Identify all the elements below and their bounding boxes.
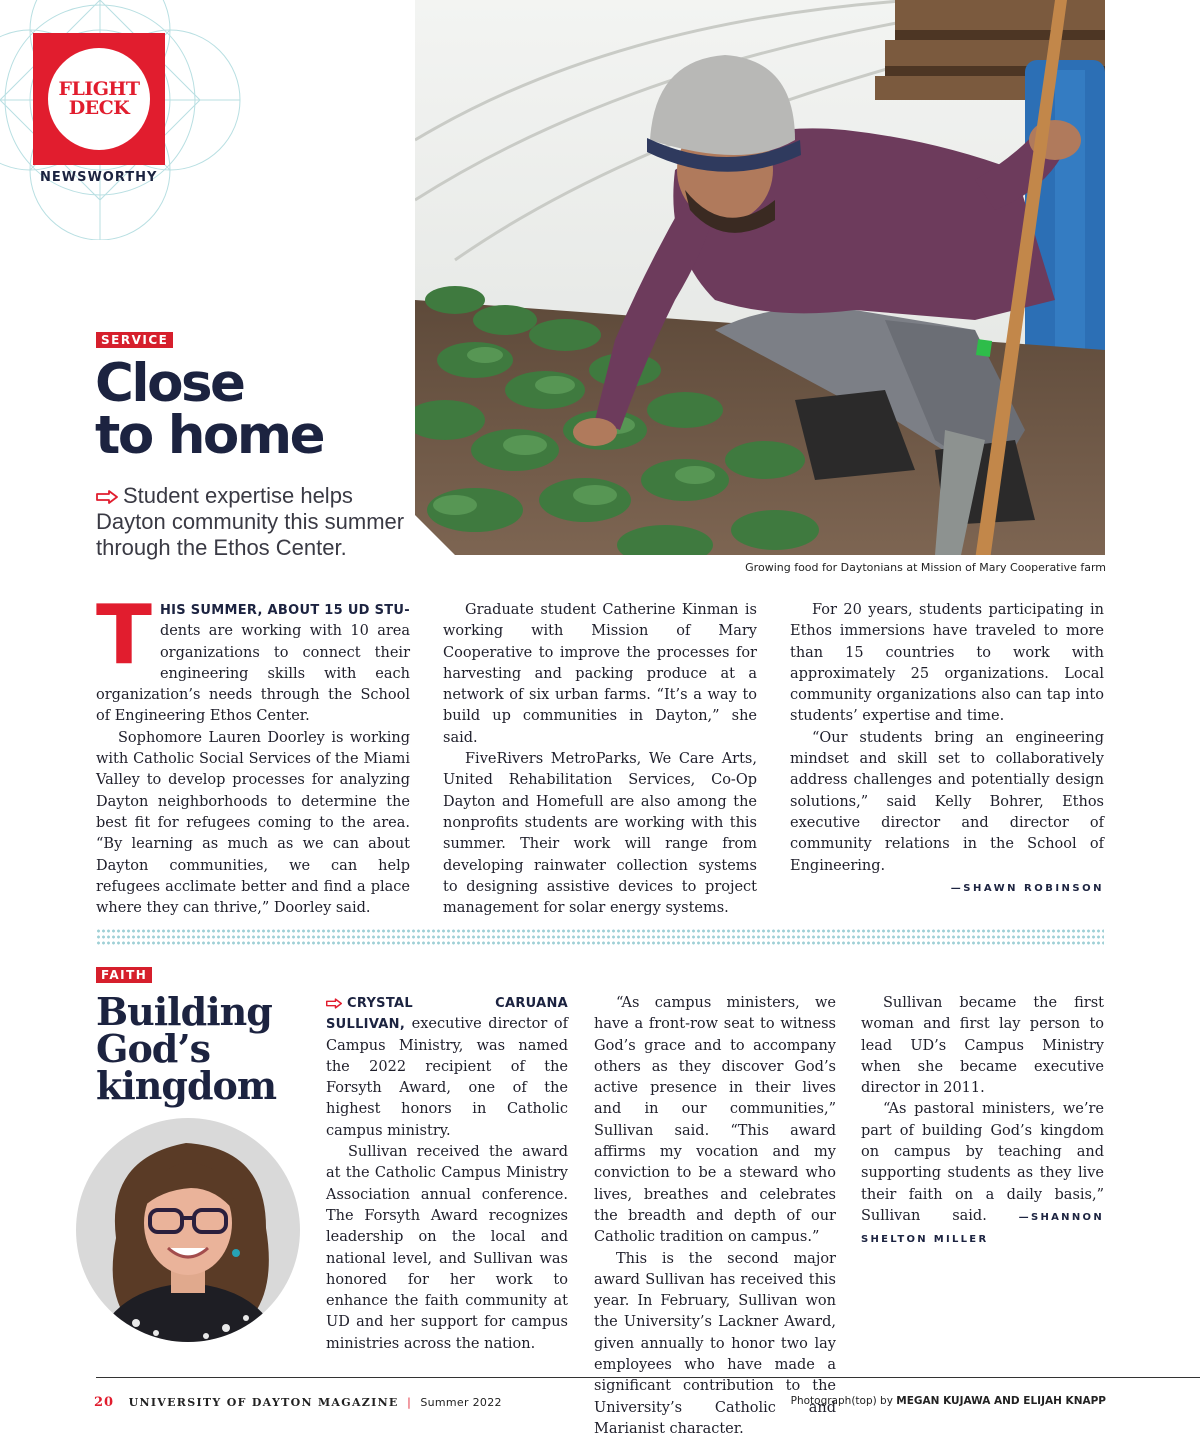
footer-rule <box>96 1377 1200 1378</box>
issue-date: Summer 2022 <box>420 1396 502 1409</box>
farm-photo-illustration <box>415 0 1105 555</box>
deck-text: Student expertise helps Dayton community this summer through the Ethos Center. <box>96 483 405 560</box>
story1-column-3 <box>790 600 1104 899</box>
drop-cap: T <box>96 588 152 683</box>
story2-column-1 <box>326 993 568 1355</box>
story-deck <box>96 483 406 561</box>
story1-column-1 <box>96 588 410 919</box>
lead-name: CRYSTAL CARUANA SULLIVAN, <box>326 996 568 1033</box>
headline-line-2: to home <box>95 405 324 466</box>
story1-paragraph-1 <box>96 588 410 728</box>
portrait-photo <box>76 1118 300 1342</box>
story1-column-2 <box>443 600 757 919</box>
photo-credit-names: MEGAN KUJAWA AND ELIJAH KNAPP <box>896 1395 1106 1407</box>
footer-folio <box>94 1395 502 1410</box>
story2-byline: —SHANNON SHELTON MILLER <box>861 1211 1104 1246</box>
story2-paragraph-2: Sullivan received the award at the Catholic Campus Ministry Association annual conference. The Forsyth Award recognizes leadership on the local and national level, and Sullivan was honored for her work to enhance the faith community at UD and her support for campus ministries across the nation. <box>326 1144 568 1352</box>
section-label: NEWSWORTHY <box>40 170 158 185</box>
headline2-line-1: Building <box>96 989 272 1034</box>
photo-caption: Growing food for Daytonians at Mission of Mary Cooperative farm <box>745 561 1106 574</box>
story2-paragraph-1 <box>326 993 568 1142</box>
story1-paragraph-2: Sophomore Lauren Doorley is working with Catholic Social Services of the Miami Valley to develop processes for analyzing Dayton neighborhoods to determine the best fit for refugees coming to the area. “By learning as much as we can about Dayton communities, we can help refugees acclimate better and find a place where they can thrive,” Doorley said. <box>96 729 410 917</box>
tag-service: SERVICE <box>96 332 173 348</box>
footer-separator: | <box>407 1396 412 1409</box>
paragraph-text: executive director of Campus Ministry, was named the 2022 recipient of the Forsyth Award, one of the highest honors in Catholic campus ministry. <box>326 1016 568 1139</box>
logo-word-deck: DECK <box>68 97 130 119</box>
story2-paragraph-4: This is the second major award Sullivan has received this year. In February, Sullivan won the University’s Lackner Award, given annually to honor two lay employees who have made a significant contribution to the University’s Catholic and Marianist character. <box>594 1250 836 1437</box>
story2-paragraph-6 <box>861 1099 1104 1250</box>
flight-deck-logo <box>33 33 165 165</box>
paragraph-text: “As pastoral ministers, we’re part of building God’s kingdom on campus by teaching and supporting students as they live their faith on a daily basis,” Sullivan said. <box>861 1101 1104 1224</box>
tag-faith: FAITH <box>96 967 152 983</box>
farm-photo <box>415 0 1105 555</box>
story2-paragraph-3: “As campus ministers, we have a front-row seat to witness God’s grace and to accompany others as they discover God’s active presence in their lives and in our communities,” Sullivan said. “This award affirms my vocation and my conviction to be a steward who lives, breathes and celebrates the breadth and depth of our Catholic tradition on campus.” <box>594 995 836 1246</box>
page-number: 20 <box>94 1395 115 1410</box>
headline2-line-3: kingdom <box>96 1063 277 1108</box>
photo-credit <box>791 1395 1106 1407</box>
story2-column-3 <box>861 993 1104 1251</box>
paragraph-text: dents are working with 10 area organizations to connect their engineering skills with each organization’s needs through the School of Engineering Ethos Center. <box>96 623 410 725</box>
story2-paragraph-5: Sullivan became the first woman and first lay person to lead UD’s Campus Ministry when she became executive director in 2011. <box>861 995 1104 1097</box>
headline-building-gods-kingdom <box>96 989 306 1108</box>
story1-paragraph-3: Graduate student Catherine Kinman is working with Mission of Mary Cooperative to improve the processes for harvesting and packing produce at a network of six urban farms. “It’s a way to build up communities in Dayton,” she said. <box>443 602 757 746</box>
story1-paragraph-4: FiveRivers MetroParks, We Care Arts, United Rehabilitation Services, Co-Op Dayton and Homefull are also among the nonprofits students are working with this summer. Their work will range from developing rainwater collection systems to designing assistive devices to project management for solar energy systems. <box>443 751 757 917</box>
portrait-illustration <box>76 1118 300 1342</box>
lead-in: HIS SUMMER, ABOUT 15 UD STU- <box>159 603 410 618</box>
dotted-divider <box>96 928 1104 946</box>
headline-close-to-home <box>95 353 415 466</box>
magazine-name: UNIVERSITY OF DAYTON MAGAZINE <box>128 1396 399 1409</box>
headline-line-1: Close <box>95 353 244 414</box>
arrow-icon <box>96 490 118 504</box>
headline2-line-2: God’s <box>96 1026 210 1071</box>
arrow-icon <box>326 998 342 1009</box>
story1-byline: —SHAWN ROBINSON <box>950 882 1104 894</box>
story2-column-2 <box>594 993 836 1440</box>
photo-credit-prefix: Photograph(top) by <box>790 1395 893 1407</box>
story1-paragraph-5: For 20 years, students participating in Ethos immersions have traveled to more than 15 countries to work with approximately 25 organizations. Local community organizations also can tap into students’ expertise and time. <box>790 602 1104 725</box>
logo-word-flight: FLIGHT <box>58 78 140 100</box>
story1-paragraph-6: “Our students bring an engineering mindset and skill set to collaboratively address challenges and potentially design solutions,” said Kelly Bohrer, Ethos executive director and director of community relations in the School of Engineering. <box>790 729 1104 874</box>
logo-circle <box>48 48 150 150</box>
